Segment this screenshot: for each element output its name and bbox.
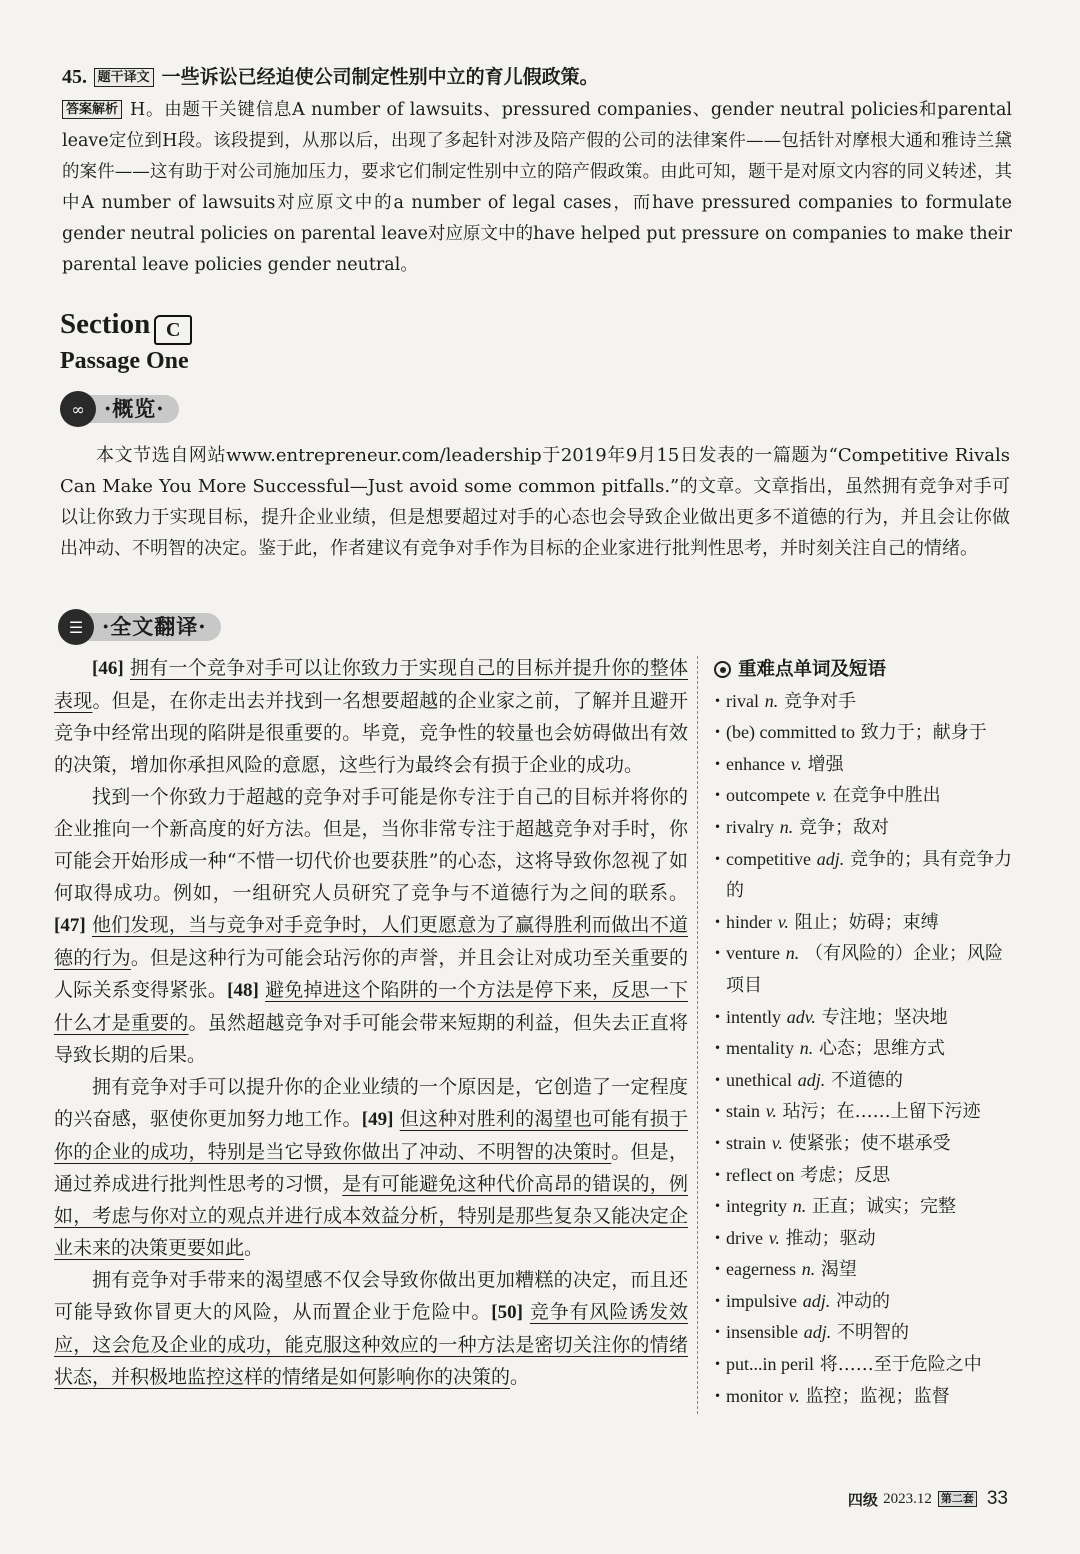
- vocab-word: mentality: [726, 1038, 794, 1059]
- vocab-word: hinder: [726, 911, 772, 932]
- section-label: Section: [60, 308, 151, 340]
- page-number: 33: [986, 1488, 1008, 1509]
- vocab-pos: v.: [790, 753, 802, 774]
- vocab-item: [714, 1096, 1014, 1128]
- vocab-word: integrity: [726, 1196, 787, 1217]
- vocab-definition: 使紧张；使不堪承受: [788, 1132, 951, 1154]
- footer-issue: 第二套: [938, 1491, 977, 1507]
- question-number: 45.: [62, 66, 87, 88]
- vocab-item: [714, 1223, 1014, 1255]
- paragraph-3-intro: 拥有竞争对手可以提升你的企业业绩的一个原因是，它创造了一定程度的兴奋感，驱使你更加努力地工作。: [54, 1076, 688, 1130]
- vocab-word: put...in peril: [726, 1354, 814, 1375]
- vocab-definition: 推动；驱动: [785, 1227, 876, 1249]
- vocab-pos: v.: [788, 1385, 800, 1406]
- vocab-word: venture: [726, 943, 780, 964]
- paragraph-4: [54, 1264, 688, 1393]
- question-marker-50: [50]: [491, 1302, 523, 1323]
- vocab-pos: v.: [777, 911, 789, 932]
- vocab-definition: 监控；监视；监督: [805, 1385, 950, 1407]
- passage-title: Passage One: [60, 348, 189, 374]
- vocab-word: intently: [726, 1006, 781, 1027]
- vocab-definition: 致力于；献身于: [860, 722, 987, 744]
- glasses-icon: ∞: [60, 391, 96, 427]
- vocab-word: impulsive: [726, 1290, 797, 1311]
- vocab-definition: 在竞争中胜出: [832, 785, 941, 807]
- section-letter-box: [154, 315, 192, 345]
- underlined-sentence-47: 他们发现，当与竞争对手竞争时，人们更愿意为了赢得胜利而做出不道德的行为: [54, 914, 688, 969]
- vocab-definition: 渴望: [820, 1259, 857, 1281]
- vocab-item: [714, 1128, 1014, 1160]
- vocab-definition: 冲动的: [835, 1290, 890, 1312]
- vocab-heading-text: 重难点单词及短语: [738, 659, 887, 680]
- underlined-sentence-48: 避免掉进这个陷阱的一个方法是停下来，反思一下什么才是重要的: [54, 979, 688, 1034]
- underlined-sentence-50: 竞争有风险诱发效应，这会危及企业的成功，能克服这种效应的一种方法是密切关注你的情绪状态，并积极地监控这样的情绪是如何影响你的决策的: [54, 1301, 688, 1388]
- vocab-word: drive: [726, 1227, 763, 1248]
- vocab-pos: n.: [785, 943, 800, 964]
- paragraph-3-middle: 。但是，通过养成进行批判性思考的习惯，: [54, 1141, 688, 1195]
- vocab-item: [714, 907, 1014, 939]
- vocab-item: [714, 749, 1014, 781]
- vocab-word: stain: [726, 1101, 760, 1122]
- vocab-pos: n.: [801, 1259, 816, 1280]
- vocab-word: outcompete: [726, 785, 810, 806]
- vocab-pos: adj.: [816, 848, 845, 869]
- vocab-definition: 专注地；坚决地: [821, 1006, 948, 1028]
- vocab-definition: 心态；思维方式: [818, 1038, 945, 1060]
- vocab-item: [714, 938, 1014, 1001]
- translation-tag: 题干译文: [94, 68, 154, 87]
- vocab-definition: 阻止；妨碍；束缚: [794, 911, 939, 933]
- overview-label: ·概览·: [86, 395, 179, 423]
- vocab-word: rival: [726, 690, 759, 711]
- fulltext-label: ·全文翻译·: [84, 613, 221, 641]
- footer-date: 2023.12: [883, 1490, 932, 1507]
- paragraph-3: [54, 1071, 688, 1264]
- vocab-word: strain: [726, 1132, 766, 1153]
- vocab-heading: [714, 654, 1014, 686]
- question-marker-48: [48]: [227, 980, 259, 1001]
- vocab-definition: 将……至于危险之中: [819, 1354, 982, 1376]
- document-icon: ☰: [58, 609, 94, 645]
- vocab-item: [714, 1349, 1014, 1381]
- vocab-item: [714, 717, 1014, 749]
- vocab-word: reflect on: [726, 1164, 795, 1185]
- footer-level: 四级: [847, 1490, 878, 1509]
- vocab-definition: 不道德的: [830, 1069, 903, 1091]
- vocab-pos: n.: [764, 690, 779, 711]
- fulltext-header: [58, 610, 221, 644]
- vocab-definition: （有风险的）企业；风险项目: [726, 943, 1003, 996]
- vocab-word: monitor: [726, 1385, 783, 1406]
- vocab-word: competitive: [726, 848, 811, 869]
- vocab-item: [714, 1191, 1014, 1223]
- paragraph-2-rest: 。虽然超越竞争对手可能会带来短期的利益，但失去正直将导致长期的后果。: [54, 1012, 688, 1066]
- vocab-definition: 竞争的；具有竞争力的: [726, 848, 1012, 902]
- target-icon: [714, 661, 731, 678]
- vocab-word: eagerness: [726, 1259, 796, 1280]
- answer-analysis: [62, 95, 1012, 281]
- question-45-translation-row: [62, 62, 1012, 93]
- vocab-word: enhance: [726, 753, 785, 774]
- vocab-pos: n.: [792, 1196, 807, 1217]
- vocab-item: [714, 812, 1014, 844]
- paragraph-1: [54, 652, 688, 781]
- vocab-item: [714, 1254, 1014, 1286]
- section-title: [60, 308, 192, 345]
- vocab-pos: n.: [779, 816, 794, 837]
- vocab-definition: 玷污；在……上留下污迹: [782, 1101, 981, 1123]
- vocab-definition: 竞争；敌对: [798, 816, 889, 838]
- vocab-item: [714, 1381, 1014, 1413]
- vocab-word: unethical: [726, 1069, 792, 1090]
- question-marker-46: [46]: [92, 658, 124, 679]
- question-marker-47: [47]: [54, 915, 86, 936]
- overview-text: 本文节选自网站www.entrepreneur.com/leadership于2019年9月15日发表的一篇题为“Competitive Rivals Can Make You More Successful—Just avoid some common pitfalls.”的文章。文章指出，虽然拥有竞争对手可以让你致力于实现目标，提升企业业绩，但是想要超过对手的心态也会导致企业做出更多不道德的行为，并且会让你做出冲动、不明智的决定。鉴于此，作者建议有竞争对手作为目标的企业家进行批判性思考，并时刻关注自己的情绪。: [60, 445, 1010, 559]
- vocab-definition: 考虑；反思: [800, 1164, 891, 1186]
- vocab-pos: n.: [799, 1038, 814, 1059]
- section-letter: C: [165, 319, 181, 341]
- vocab-word: rivalry: [726, 816, 774, 837]
- paragraph-2-intro: 找到一个你致力于超越的竞争对手可能是你专注于自己的目标并将你的企业推向一个新高度的好方法。但是，当你非常专注于超越竞争对手时，你可能会开始形成一种“不惜一切代价也要获胜”的心态，这将导致你忽视了如何取得成功。例如，一组研究人员研究了竞争与不道德行为之间的联系。: [54, 786, 688, 904]
- column-divider: [697, 656, 698, 1414]
- vocab-pos: v.: [768, 1227, 780, 1248]
- vocab-pos: adj.: [802, 1290, 831, 1311]
- vocab-item: [714, 686, 1014, 718]
- vocab-item: [714, 1002, 1014, 1034]
- vocab-list: [714, 686, 1014, 1413]
- vocab-item: [714, 1317, 1014, 1349]
- vocab-definition: 不明智的: [836, 1322, 909, 1344]
- vocab-definition: 正直；诚实；完整: [811, 1196, 956, 1218]
- vocab-item: [714, 780, 1014, 812]
- answer-text: H。由题干关键信息A number of lawsuits、pressured companies、gender neutral policies和parental leave定位到H段。该段提到，从那以后，出现了多起针对涉及陪产假的公司的法律案件——包括针对摩根大通和雅诗兰黛的案件——这有助于对公司施加压力，要求它们制定性别中立的陪产假政策。由此可知，题干是对原文内容的同义转述，其中A number of lawsuits对应原文中的a number of legal cases，而have pressured companies to formulate gender neutral policies on parental leave对应原文中的have helped put pressure on companies to make their parental leave policies gender neutral。: [62, 100, 1012, 275]
- question-45: [62, 62, 1012, 281]
- vocab-item: [714, 1065, 1014, 1097]
- answer-tag: 答案解析: [62, 100, 122, 119]
- paragraph-2-middle: 。但是这种行为可能会玷污你的声誉，并且会让对成功至关重要的人际关系变得紧张。: [54, 947, 688, 1001]
- overview-header: [60, 392, 179, 426]
- vocab-pos: adj.: [803, 1322, 832, 1343]
- vocab-definition: 增强: [807, 753, 844, 775]
- page-footer: [848, 1488, 1008, 1510]
- question-marker-49: [49]: [361, 1109, 394, 1130]
- vocab-item: [714, 1033, 1014, 1065]
- vocab-word: (be) committed to: [726, 722, 855, 743]
- paragraph-3-rest: 。: [244, 1237, 264, 1259]
- paragraph-2: [54, 781, 688, 1071]
- vocab-item: [714, 844, 1014, 907]
- underlined-sentence-49a: 但这种对胜利的渴望也可能有损于你的企业的成功，特别是当它导致你做出了冲动、不明智的决策时: [54, 1108, 688, 1163]
- underlined-sentence-46: 拥有一个竞争对手可以让你致力于实现自己的目标并提升你的整体表现: [54, 657, 688, 712]
- vocab-word: insensible: [726, 1322, 798, 1343]
- question-translation: 一些诉讼已经迫使公司制定性别中立的育儿假政策。: [161, 66, 599, 88]
- vocab-definition: 竞争对手: [783, 690, 856, 712]
- translation-body: [54, 652, 688, 1393]
- paragraph-4-rest: 。: [510, 1366, 530, 1388]
- vocab-pos: v.: [765, 1101, 777, 1122]
- underlined-sentence-49b: 是有可能避免这种代价高昂的错误的，例如，考虑与你对立的观点并进行成本效益分析，特别是那些复杂又能决定企业未来的决策更要如此: [54, 1173, 688, 1259]
- vocab-pos: v.: [815, 785, 827, 806]
- vocab-item: [714, 1160, 1014, 1192]
- paragraph-4-intro: 拥有竞争对手带来的渴望感不仅会导致你做出更加糟糕的决定，而且还可能导致你冒更大的风险，从而置企业于危险中。: [54, 1269, 688, 1323]
- vocab-sidebar: [714, 654, 1014, 1412]
- vocab-item: [714, 1286, 1014, 1318]
- paragraph-1-rest: 。但是，在你走出去并找到一名想要超越的企业家之前，了解并且避开竞争中经常出现的陷阱是很重要的。毕竟，竞争性的较量也会妨碍做出有效的决策，增加你承担风险的意愿，这些行为最终会有损于企业的成功。: [54, 690, 688, 776]
- vocab-pos: v.: [771, 1132, 783, 1153]
- vocab-pos: adj.: [797, 1069, 826, 1090]
- vocab-pos: adv.: [786, 1006, 816, 1027]
